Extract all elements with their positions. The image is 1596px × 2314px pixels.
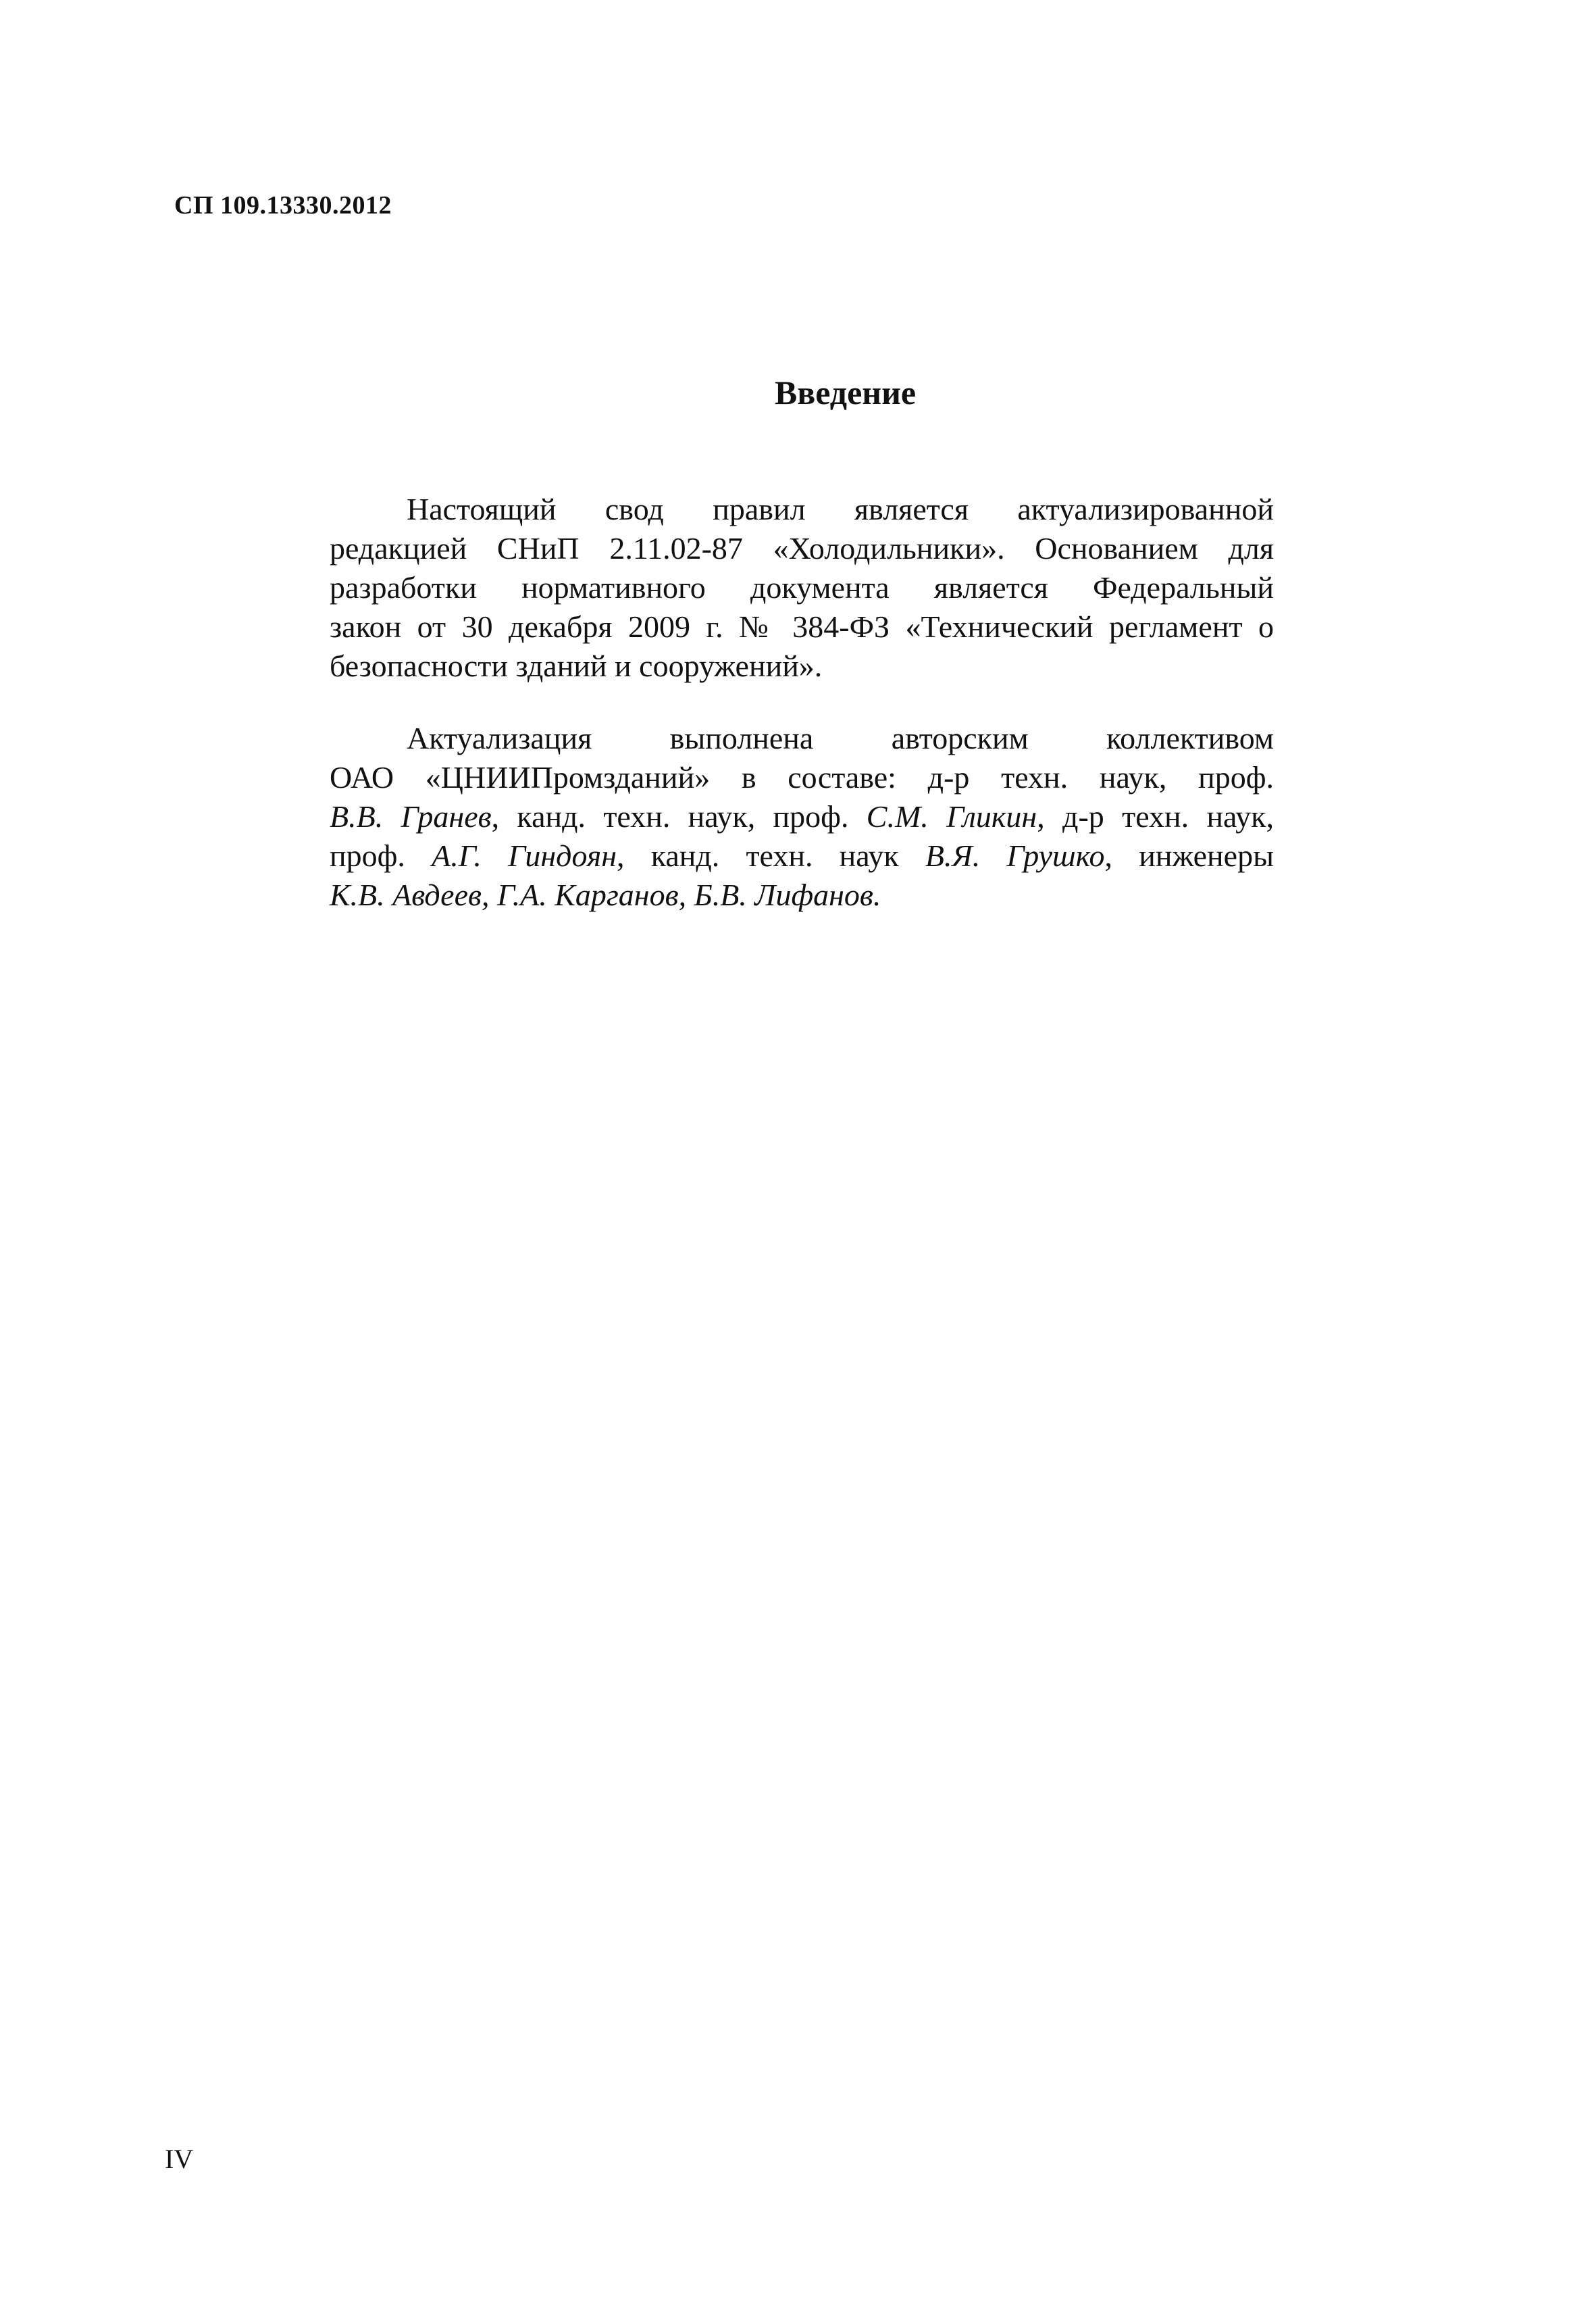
author-name: К.В. Авдеев	[330, 878, 482, 912]
author-name: В.Я. Грушко	[925, 838, 1105, 873]
intro-line-1: Настоящий свод правил является актуализированной	[407, 492, 1274, 526]
intro-line-2: редакцией СНиП 2.11.02-87 «Холодильники». Основанием для	[330, 531, 1274, 565]
author-name: А.Г. Гиндоян	[432, 838, 617, 873]
section-title: Введение	[774, 374, 917, 411]
separator: .	[873, 878, 881, 912]
author-name: Б.В. Лифанов	[694, 878, 873, 912]
author-title: , канд. техн. наук	[617, 838, 925, 873]
authors-line-5	[330, 876, 1274, 915]
separator: ,	[481, 878, 497, 912]
author-name: Г.А. Карганов	[496, 878, 679, 912]
intro-line-4: закон от 30 декабря 2009 г. № 384-ФЗ «Технический регламент о	[330, 609, 1274, 644]
authors-line-2: ОАО «ЦНИИПромзданий» в составе: д-р техн. наук, проф.	[330, 760, 1274, 795]
author-name: С.М. Гликин	[866, 799, 1037, 834]
author-name: В.В. Гранев	[330, 799, 492, 834]
authors-line-4	[330, 836, 1274, 876]
intro-paragraph	[330, 490, 1274, 686]
authors-line-1: Актуализация выполнена авторским коллективом	[407, 721, 1274, 755]
author-title: , инженеры	[1104, 838, 1274, 873]
document-code: СП 109.13330.2012	[174, 191, 392, 220]
intro-line-3: разработки нормативного документа является Федеральный	[330, 570, 1274, 605]
author-title: , канд. техн. наук, проф.	[491, 799, 867, 834]
author-title: , д-р техн. наук,	[1037, 799, 1274, 834]
authors-line-3	[330, 797, 1274, 836]
author-title: проф.	[330, 838, 432, 873]
separator: ,	[678, 878, 694, 912]
page-number: IV	[165, 2144, 194, 2174]
authors-paragraph	[330, 719, 1274, 915]
intro-line-5: безопасности зданий и сооружений».	[330, 649, 823, 683]
